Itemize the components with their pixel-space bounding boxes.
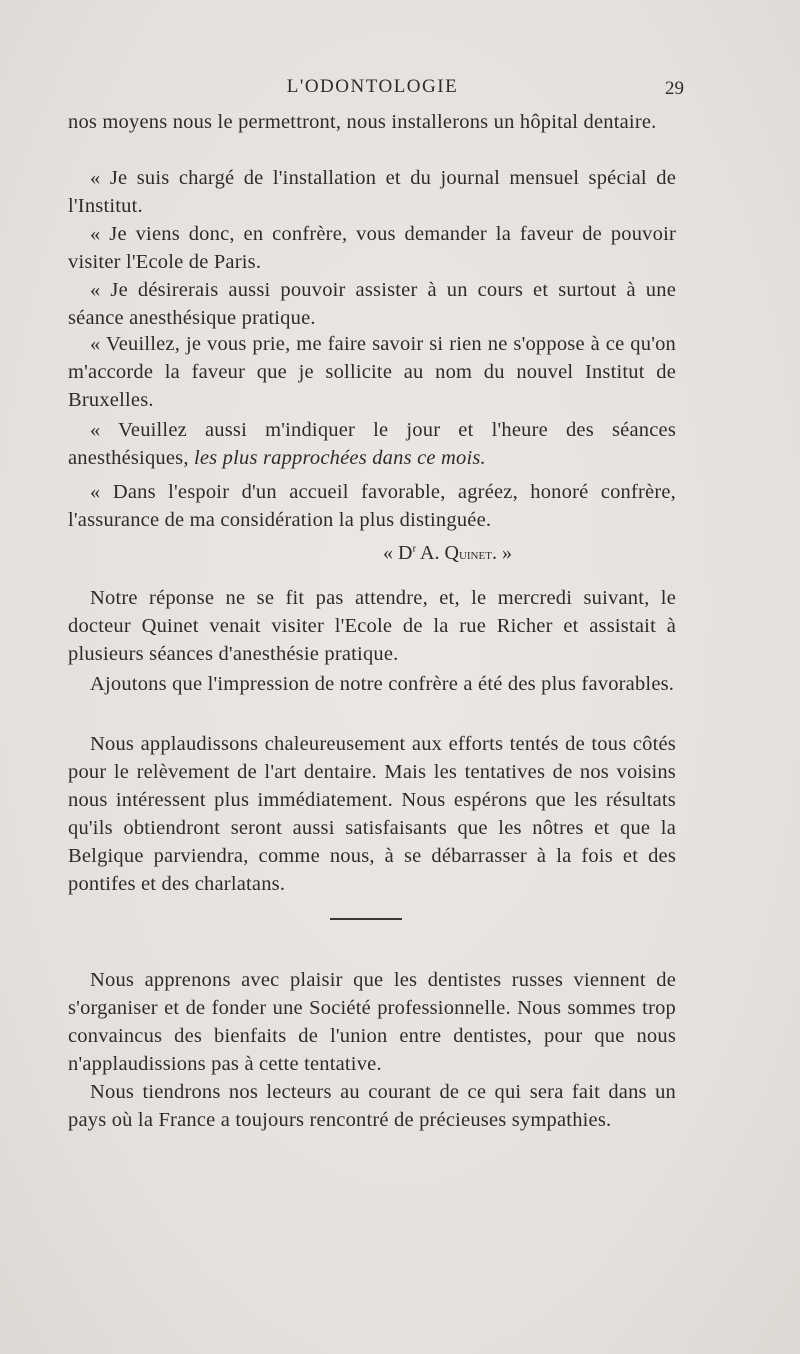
letter-paragraph: « Je viens donc, en confrère, vous demander la faveur de pouvoir visiter l'Ecole de Paris. bbox=[68, 223, 676, 273]
letter-paragraph: « Je suis chargé de l'installation et du journal mensuel spécial de l'Institut. bbox=[68, 167, 676, 217]
signature-sup: r bbox=[412, 542, 417, 555]
body-paragraph: Nous applaudissons chaleureusement aux efforts tentés de tous côtés pour le relèvement de l'art dentaire. Mais les tentatives de nos voisins nous intéressent plus immédiatement. Nous espérons que les résultats qu'ils obtiendront seront aussi satisfaisants que les nôtres et que la Belgique parviendra, comme nous, à se débarrasser à la fois et des pontifes et des charlatans. bbox=[68, 733, 676, 895]
italic-emphasis: les plus rapprochées dans ce mois. bbox=[193, 447, 486, 469]
paragraph-continuation: nos moyens nous le permettront, nous installerons un hôpital dentaire. bbox=[68, 111, 657, 133]
letter-text: « Veuillez aussi m'indiquer le jour et l'heure des séances anesthésiques, bbox=[68, 419, 676, 469]
letter-paragraph: « Veuillez, je vous prie, me faire savoir si rien ne s'oppose à ce qu'on m'accorde la faveur que je sollicite au nom du nouvel Institut de Bruxelles. bbox=[68, 333, 676, 411]
letter-paragraph-days bbox=[68, 416, 676, 472]
page-header bbox=[0, 76, 800, 100]
signature-name-rest: uinet bbox=[458, 546, 492, 563]
letter-paragraph: « Je désirerais aussi pouvoir assister à un cours et surtout à une séance anesthésique pratique. bbox=[68, 279, 676, 329]
signature-close: . » bbox=[491, 542, 512, 564]
section-paragraph: Nous tiendrons nos lecteurs au courant de ce qui sera fait dans un pays où la France a toujours rencontré de précieuses sympathies. bbox=[68, 1081, 676, 1131]
section-paragraph: Nous apprenons avec plaisir que les dentistes russes viennent de s'organiser et de fonder une Société professionnelle. Nous sommes trop convaincus des bienfaits de l'union entre dentistes, pour que nous n'applaudissions pas à cette tentative. bbox=[68, 969, 676, 1075]
body-paragraph: Ajoutons que l'impression de notre confrère a été des plus favorables. bbox=[90, 673, 675, 695]
section-divider bbox=[330, 918, 402, 920]
page-number: 29 bbox=[665, 78, 684, 99]
signature-name-start: A. Q bbox=[416, 542, 459, 564]
signature-open: « D bbox=[383, 542, 413, 564]
letter-closing: « Dans l'espoir d'un accueil favorable, agréez, honoré confrère, l'assurance de ma considération la plus distinguée. bbox=[68, 481, 676, 531]
running-title: L'ODONTOLOGIE bbox=[286, 76, 459, 97]
signature bbox=[0, 542, 800, 565]
body-paragraph: Notre réponse ne se fit pas attendre, et, le mercredi suivant, le docteur Quinet venait visiter l'Ecole de la rue Richer et assistait à plusieurs séances d'anesthésie pratique. bbox=[68, 587, 676, 665]
